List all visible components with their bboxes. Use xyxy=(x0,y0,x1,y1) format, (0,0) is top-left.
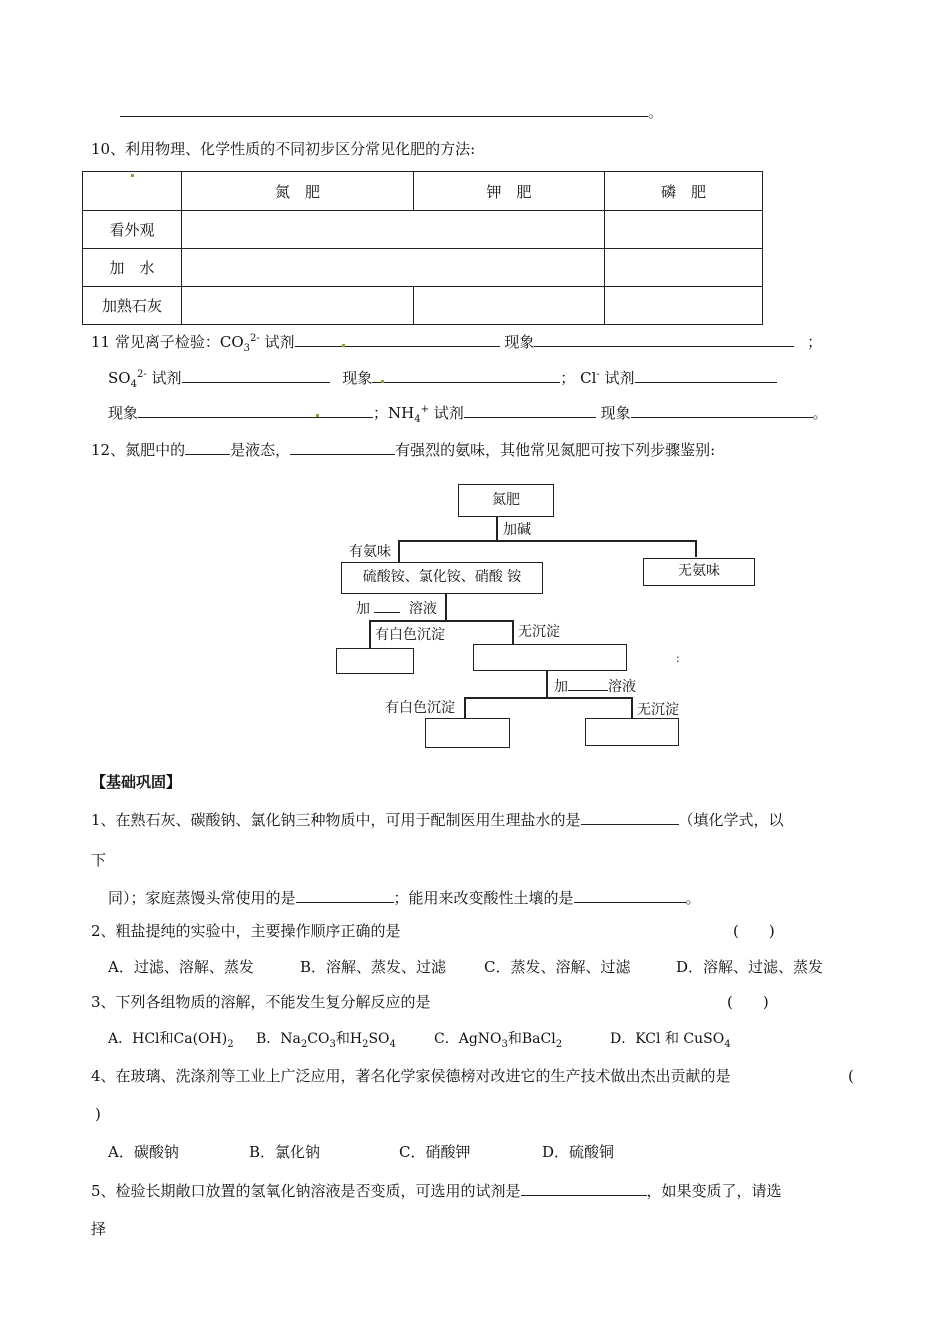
flow-line xyxy=(464,697,466,719)
flow-line xyxy=(369,620,513,622)
flow-label-no-ppt-1: 无沉淀 xyxy=(518,624,560,640)
answer-blank xyxy=(464,401,596,418)
basic-question-5-cont: 择 xyxy=(91,1220,107,1238)
question-11-line1: 11 常见离子检验：$CO_3^{2-}$ 试剂 现象 ； xyxy=(91,330,822,352)
row-label-water: 加 水 xyxy=(83,249,182,287)
answer-cell xyxy=(605,211,763,249)
flow-answer-box xyxy=(425,718,510,748)
row-label-appearance: 看外观 xyxy=(83,211,182,249)
answer-blank xyxy=(138,401,373,418)
answer-blank xyxy=(372,366,560,383)
flow-label-add-base: 加碱 xyxy=(503,522,531,538)
flow-answer-box xyxy=(585,718,679,746)
top-answer-line: 。 xyxy=(120,100,663,122)
answer-blank xyxy=(521,1179,647,1196)
basic-question-2: 2、粗盐提纯的实验中，主要操作顺序正确的是 xyxy=(91,922,401,940)
row-label-lime: 加熟石灰 xyxy=(83,287,182,325)
flow-answer-box xyxy=(473,644,627,671)
answer-blank xyxy=(295,330,500,347)
flow-line xyxy=(445,594,447,620)
question-11-line2: $SO_4^{2-}$ 试剂 现象 ； Cl- 试剂 xyxy=(108,366,777,388)
option: D．KCl 和 CuSO$_4$ xyxy=(610,1031,731,1050)
flow-line xyxy=(398,540,400,562)
flow-line xyxy=(496,517,498,541)
answer-paren: ( ) xyxy=(727,993,769,1011)
answer-blank xyxy=(182,366,330,383)
basic-question-1-line2: 下 xyxy=(91,851,107,869)
option: D．硫酸铜 xyxy=(542,1143,615,1161)
basic-question-3: 3、下列各组物质的溶解，不能发生复分解反应的是 xyxy=(91,993,431,1011)
answer-cell xyxy=(414,287,605,325)
flow-line xyxy=(398,540,697,542)
answer-blank xyxy=(296,886,394,903)
flow-root-box: 氮肥 xyxy=(458,484,554,517)
answer-blank xyxy=(290,438,395,455)
answer-blank xyxy=(635,366,777,383)
option: B．溶解、蒸发、过滤 xyxy=(300,958,447,976)
header-phosphorus: 磷 肥 xyxy=(605,172,763,211)
flow-label-add-1: 加 溶液 xyxy=(356,601,437,617)
flow-label-white-ppt-1: 有白色沉淀 xyxy=(375,627,445,643)
basic-question-1-line1: 1、在熟石灰、碳酸钠、氯化钠三种物质中，可用于配制医用生理盐水的是 （填化学式，以 xyxy=(91,808,784,830)
answer-blank xyxy=(581,808,679,825)
answer-cell xyxy=(605,249,763,287)
option: D．溶解、过滤、蒸发 xyxy=(676,958,824,976)
answer-paren-open: ( xyxy=(848,1067,854,1085)
answer-paren: ( ) xyxy=(733,922,775,940)
basic-question-4: 4、在玻璃、洗涤剂等工业上广泛应用，著名化学家侯德榜对改进它的生产技术做出杰出贡献的是 xyxy=(91,1067,731,1085)
question-11-line3: 现象 ；$NH_4^+$ 试剂 现象 。 xyxy=(108,401,828,423)
basic-question-5: 5、检验长期敞口放置的氢氧化钠溶液是否变质，可选用的试剂是 ，如果变质了，请选 xyxy=(91,1179,782,1201)
question-12: 12、氮肥中的 是液态， 有强烈的氨味，其他常见氮肥可按下列步骤鉴别: xyxy=(91,438,715,460)
flow-label-has-ammonia: 有氨味 xyxy=(349,544,391,560)
flow-line xyxy=(631,697,633,719)
answer-blank xyxy=(574,886,686,903)
option: A．过滤、溶解、蒸发 xyxy=(108,958,254,976)
flow-stray-mark: : xyxy=(676,652,680,665)
answer-blank xyxy=(374,599,400,613)
answer-blank xyxy=(185,438,230,455)
option: B．氯化钠 xyxy=(249,1143,321,1161)
basic-question-1-line3: 同）；家庭蒸馒头常使用的是 ；能用来改变酸性土壤的是 。 xyxy=(108,886,701,908)
answer-cell xyxy=(182,249,605,287)
flow-label-no-ppt-2: 无沉淀 xyxy=(637,702,679,718)
option: A．HCl和$Ca(OH)_2$ xyxy=(108,1031,234,1050)
answer-blank xyxy=(120,100,648,117)
flow-line xyxy=(369,620,371,648)
question-10: 10、利用物理、化学性质的不同初步区分常见化肥的方法: xyxy=(91,140,476,158)
fertilizer-table xyxy=(82,171,763,325)
flow-no-ammonia-box: 无氨味 xyxy=(643,558,755,586)
header-nitrogen: 氮 肥 xyxy=(182,172,414,211)
answer-blank xyxy=(534,330,794,347)
flow-line xyxy=(464,697,632,699)
answer-cell xyxy=(182,287,414,325)
header-potassium: 钾 肥 xyxy=(414,172,605,211)
answer-cell xyxy=(605,287,763,325)
answer-blank xyxy=(568,677,608,691)
table-corner-cell xyxy=(83,172,182,211)
option: C．AgNO$_3$和BaCl$_2$ xyxy=(434,1031,563,1050)
option: B．$Na_2CO_3$和$H_2SO_4$ xyxy=(256,1031,396,1050)
answer-cell xyxy=(182,211,605,249)
flow-line xyxy=(546,671,548,697)
option: C．硝酸钾 xyxy=(399,1143,471,1161)
flow-group-box: 硫酸铵、氯化铵、硝酸 铵 xyxy=(341,562,543,594)
section-title: 【基础巩固】 xyxy=(91,773,182,791)
flow-line xyxy=(695,540,697,557)
flow-label-white-ppt-2: 有白色沉淀 xyxy=(385,700,455,716)
flow-label-add-2: 加 溶液 xyxy=(554,679,636,695)
answer-blank xyxy=(631,401,813,418)
option: C．蒸发、溶解、过滤 xyxy=(484,958,631,976)
flow-answer-box xyxy=(336,648,414,674)
answer-paren-close: ) xyxy=(95,1105,101,1123)
flow-line xyxy=(512,620,514,645)
option: A．碳酸钠 xyxy=(108,1143,179,1161)
